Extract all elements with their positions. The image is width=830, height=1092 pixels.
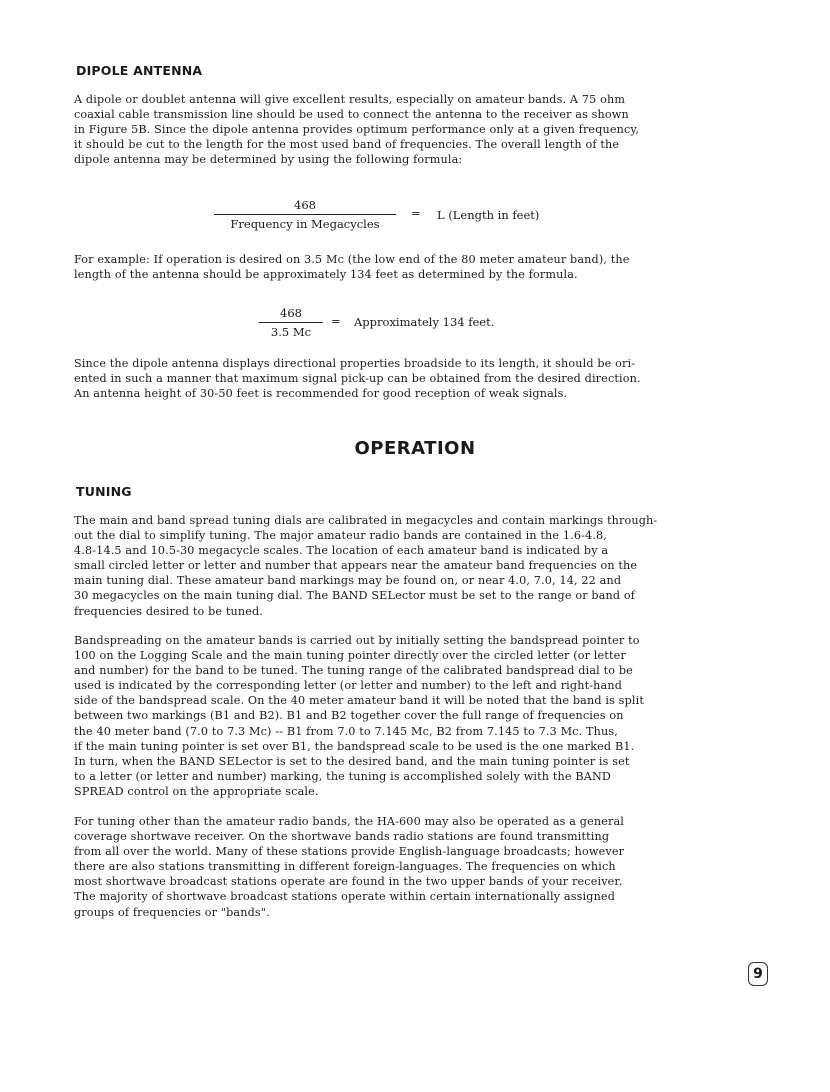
text-line: between two markings (B1 and B2). B1 and B2 together cover the full range of frequencies on [74,709,624,723]
text-line: SPREAD control on the appropriate scale. [74,784,319,798]
formula-result: L (Length in feet) [437,208,540,222]
formula-fraction [214,198,396,231]
text-line: 30 megacycles on the main tuning dial. The BAND SELector must be set to the range or band of [74,589,636,603]
text-line: to a letter (or letter and number) marking, the tuning is accomplished solely with the BAND [74,769,612,783]
page-number: 9 [748,962,768,986]
text-line: 100 on the Logging Scale and the main tuning pointer directly over the circled letter (or letter [74,649,626,663]
formula-fraction [259,306,323,339]
example-formula [0,306,830,342]
text-line: For example: If operation is desired on 3.5 Mc (the low end of the 80 meter amateur band), the [74,253,630,266]
equals-sign: = [331,314,341,328]
text-line: out the dial to simplify tuning. The major amateur radio bands are contained in the 1.6-4.8, [74,529,608,543]
dipole-paragraph-3 [74,356,641,401]
text-line: The main and band spread tuning dials are calibrated in megacycles and contain markings through- [74,514,658,527]
dipole-antenna-heading: DIPOLE ANTENNA [76,63,203,78]
text-line: Since the dipole antenna displays directional properties broadside to its length, it should be ori- [74,357,636,370]
tuning-paragraph-3 [74,814,624,920]
text-line: For tuning other than the amateur radio bands, the HA-600 may also be operated as a general [74,815,625,828]
text-line: dipole antenna may be determined by using the following formula: [74,153,463,167]
text-line: An antenna height of 30-50 feet is recommended for good reception of weak signals. [74,387,568,401]
tuning-paragraph-2 [74,633,644,799]
dipole-paragraph-2 [74,252,630,282]
formula-numerator: 468 [294,198,316,212]
text-line: length of the antenna should be approximately 134 feet as determined by the formula. [74,268,578,282]
text-line: Bandspreading on the amateur bands is carried out by initially setting the bandspread pointer to [74,634,640,647]
tuning-heading: TUNING [76,484,132,499]
text-line: 4.8-14.5 and 10.5-30 megacycle scales. The location of each amateur band is indicated by a [74,544,609,558]
text-line: the 40 meter band (7.0 to 7.3 Mc) -- B1 from 7.0 to 7.145 Mc, B2 from 7.145 to 7.3 Mc. Thus, [74,724,618,738]
text-line: it should be cut to the length for the most used band of frequencies. The overall length of the [74,138,620,152]
length-formula [0,198,830,234]
text-line: coverage shortwave receiver. On the shortwave bands radio stations are found transmitting [74,830,610,844]
formula-denominator: 3.5 Mc [270,325,312,339]
text-line: and number) for the band to be tuned. The tuning range of the calibrated bandspread dial to be [74,664,633,678]
text-line: ented in such a manner that maximum signal pick-up can be obtained from the desired direction. [74,372,641,386]
text-line: most shortwave broadcast stations operate are found in the two upper bands of your receiver. [74,875,623,889]
text-line: in Figure 5B. Since the dipole antenna provides optimum performance only at a given frequency, [74,123,640,137]
text-line: The majority of shortwave broadcast stations operate within certain internationally assigned [74,890,616,904]
text-line: groups of frequencies or "bands". [74,905,270,919]
text-line: coaxial cable transmission line should be used to connect the antenna to the receiver as shown [74,108,629,122]
text-line: if the main tuning pointer is set over B1, the bandspread scale to be used is the one marked B1. [74,739,635,753]
dipole-paragraph-1 [74,92,639,167]
operation-heading: OPERATION [354,438,476,459]
formula-denominator: Frequency in Megacycles [230,217,380,231]
tuning-paragraph-1 [74,513,657,619]
equals-sign: = [411,206,421,220]
formula-numerator: 468 [280,306,302,320]
formula-result: Approximately 134 feet. [354,315,495,329]
text-line: A dipole or doublet antenna will give excellent results, especially on amateur bands. A 75 ohm [74,93,626,106]
text-line: there are also stations transmitting in different foreign-languages. The frequencies on which [74,860,616,874]
text-line: small circled letter or letter and number that appears near the amateur band frequencies on the [74,559,638,573]
text-line: main tuning dial. These amateur band markings may be found on, or near 4.0, 7.0, 14, 22 and [74,574,622,588]
text-line: side of the bandspread scale. On the 40 meter amateur band it will be noted that the band is split [74,694,644,708]
text-line: frequencies desired to be tuned. [74,604,264,618]
text-line: In turn, when the BAND SELector is set to the desired band, and the main tuning pointer is set [74,754,630,768]
text-line: from all over the world. Many of these stations provide English-language broadcasts; however [74,845,625,859]
text-line: used is indicated by the corresponding letter (or letter and number) to the left and right-hand [74,679,622,693]
